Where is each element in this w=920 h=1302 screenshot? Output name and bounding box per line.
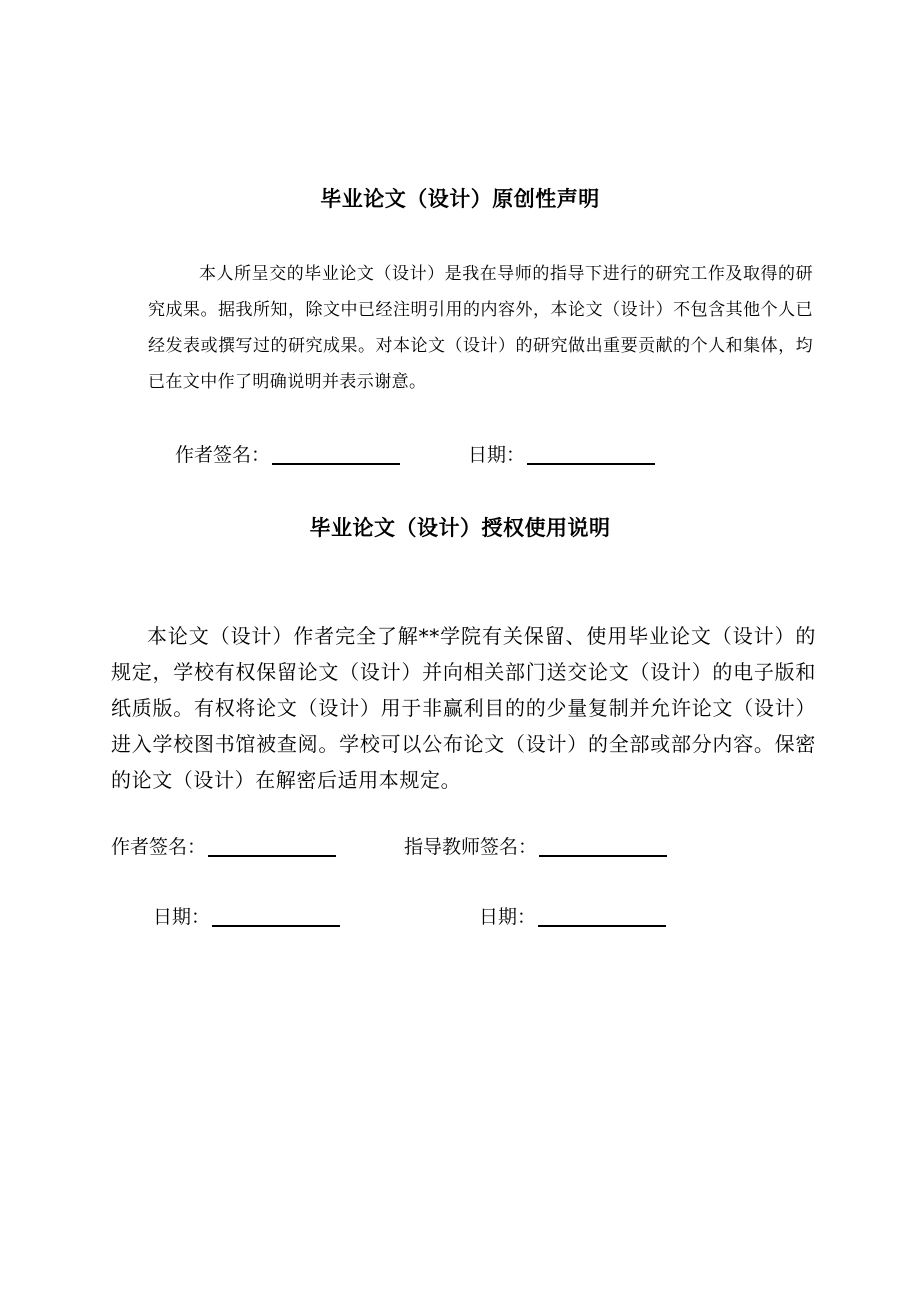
authorization-statement: 本论文（设计）作者完全了解**学院有关保留、使用毕业论文（设计）的规定，学校有权保留论文（设计）并向相关部门送交论文（设计）的电子版和纸质版。有权将论文（设计）用于非赢利目的的少量复制并允许论文（设计）进入学校图书馆被查阅。学校可以公布论文（设计）的全部或部分内容。保密的论文（设计）在解密后适用本规定。 xyxy=(111,624,816,792)
originality-title: 毕业论文（设计）原创性声明 xyxy=(320,187,600,211)
authorization-author-signature xyxy=(111,833,336,859)
advisor-signature-label: 指导教师签名： xyxy=(404,836,538,858)
author-signature-line xyxy=(272,463,400,465)
advisor-date-line xyxy=(538,925,666,927)
originality-statement: 本人所呈交的毕业论文（设计）是我在导师的指导下进行的研究工作及取得的研究成果。据我所知，除文中已经注明引用的内容外，本论文（设计）不包含其他个人已经发表或撰写过的研究成果。对本论文（设计）的研究做出重要贡献的个人和集体，均已在文中作了明确说明并表示谢意。 xyxy=(148,264,813,392)
advisor-date-label: 日期： xyxy=(479,906,537,928)
authorization-title: 毕业论文（设计）授权使用说明 xyxy=(309,516,611,540)
date-label: 日期： xyxy=(468,444,526,466)
authorization-author-date xyxy=(153,903,340,929)
author-date-line xyxy=(212,925,340,927)
authorization-advisor-date xyxy=(479,903,666,929)
authorization-advisor-signature xyxy=(404,833,667,859)
date-line xyxy=(527,463,655,465)
originality-date xyxy=(468,441,655,467)
author-signature-label: 作者签名： xyxy=(175,444,271,466)
originality-author-signature xyxy=(175,441,400,467)
author-signature-label: 作者签名： xyxy=(111,836,207,858)
author-signature-line xyxy=(208,855,336,857)
advisor-signature-line xyxy=(539,855,667,857)
author-date-label: 日期： xyxy=(153,906,211,928)
